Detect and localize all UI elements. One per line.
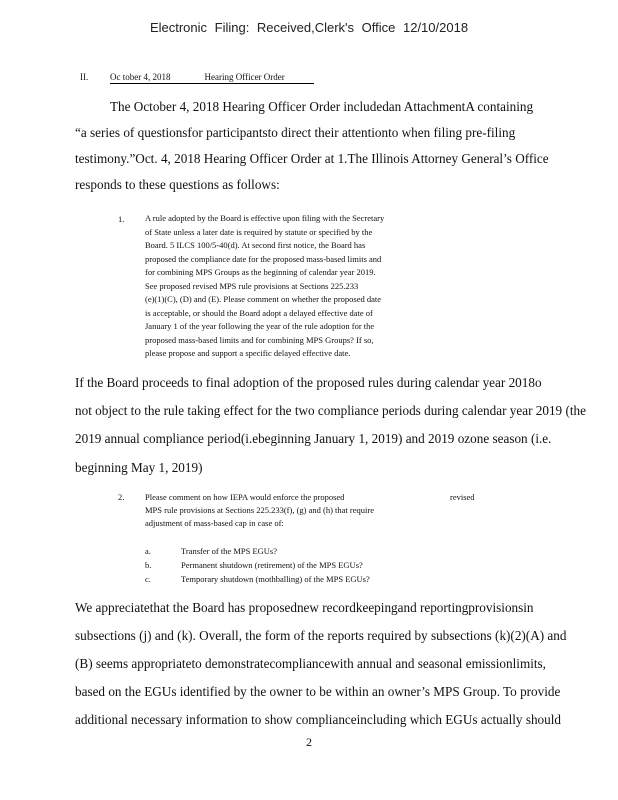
page-number: 2 xyxy=(306,735,312,749)
question-1-number: 1. xyxy=(118,214,125,224)
question-2-item-text: Temporary shutdown (mothballing) of the MPS EGUs? xyxy=(181,574,370,584)
answer-2-line-4: based on the EGUs identified by the owner to be within an owner’s MPS Group. To provide xyxy=(75,684,561,699)
answer-2-line-3: (B) seems appropriateto demonstratecompliancewith annual and seasonal emissionlimits, xyxy=(75,656,546,671)
answer-2-line-1: We appreciatethat the Board has proposednew recordkeepingand reportingprovisionsin xyxy=(75,600,534,615)
section-number: II. xyxy=(80,72,89,82)
question-1-line: proposed mass-based limits and for combining MPS Groups? If so, xyxy=(145,334,374,345)
question-2-line-3: adjustment of mass-based cap in case of: xyxy=(145,518,284,528)
answer-2-line-5: additional necessary information to show complianceincluding which EGUs actually should xyxy=(75,712,561,727)
question-1-line: please propose and support a specific delayed effective date. xyxy=(145,348,351,358)
question-2-line-2: MPS rule provisions at Sections 225.233(f), (g) and (h) that require xyxy=(145,505,374,515)
question-1-line: proposed the compliance date for the proposed mass-based limits and xyxy=(145,253,382,264)
intro-line-4: responds to these questions as follows: xyxy=(75,177,280,192)
section-title-text: Hearing Officer Order xyxy=(204,72,285,82)
section-title xyxy=(110,72,314,84)
question-1-line: for combining MPS Groups as the beginning of calendar year 2019. xyxy=(145,267,376,277)
answer-1-line-4: beginning May 1, 2019) xyxy=(75,460,203,475)
question-1-line: is acceptable, or should the Board adopt a delayed effective date of xyxy=(145,307,373,318)
question-1-line: (e)(1)(C), (D) and (E). Please comment on whether the proposed date xyxy=(145,294,382,304)
question-2-item-text: Transfer of the MPS EGUs? xyxy=(181,546,278,556)
question-1-line: Board. 5 ILCS 100/5-40(d). At second first notice, the Board has xyxy=(145,240,366,250)
intro-line-1: The October 4, 2018 Hearing Officer Order includedan AttachmentA containing xyxy=(110,99,534,114)
question-2-number: 2. xyxy=(118,492,125,502)
section-title-date: Oc tober 4, 2018 xyxy=(110,72,171,82)
question-1-line: See proposed revised MPS rule provisions at Sections 225.233 xyxy=(145,280,359,291)
answer-1-line-1: If the Board proceeds to final adoption of the proposed rules during calendar year 2018o xyxy=(75,375,542,390)
question-1-line: of State unless a later date is required by statute or specified by the xyxy=(145,226,373,237)
question-2-item-letter: b. xyxy=(145,560,152,570)
answer-1-line-3: 2019 annual compliance period(i.ebeginning January 1, 2019) and 2019 ozone season (i.e. xyxy=(75,431,552,446)
question-2-line-1b: revised xyxy=(450,492,475,502)
question-2-item-text: Permanent shutdown (retirement) of the MPS EGUs? xyxy=(181,560,363,570)
question-1-line: A rule adopted by the Board is effective upon filing with the Secretary xyxy=(145,213,385,223)
intro-line-3: testimony.”Oct. 4, 2018 Hearing Officer Order at 1.The Illinois Attorney General’s Office xyxy=(75,151,549,166)
question-2-item-letter: c. xyxy=(145,574,151,584)
answer-1-line-2: not object to the rule taking effect for the two compliance periods during calendar year 2019 (the xyxy=(75,403,586,418)
question-2-item-letter: a. xyxy=(145,546,151,556)
question-2-line-1a: Please comment on how IEPA would enforce the proposed xyxy=(145,492,345,502)
question-1-line: January 1 of the year following the year of the rule adoption for the xyxy=(145,321,375,331)
intro-line-2: “a series of questionsfor participantsto direct their attentionto when filing pre-filing xyxy=(75,125,516,140)
answer-2-line-2: subsections (j) and (k). Overall, the form of the reports required by subsections (k)(2)(A) and xyxy=(75,628,567,643)
question-1-text xyxy=(145,212,384,361)
filing-stamp-header: Electronic Filing: Received,Clerk's Office 12/10/2018 xyxy=(149,20,469,35)
